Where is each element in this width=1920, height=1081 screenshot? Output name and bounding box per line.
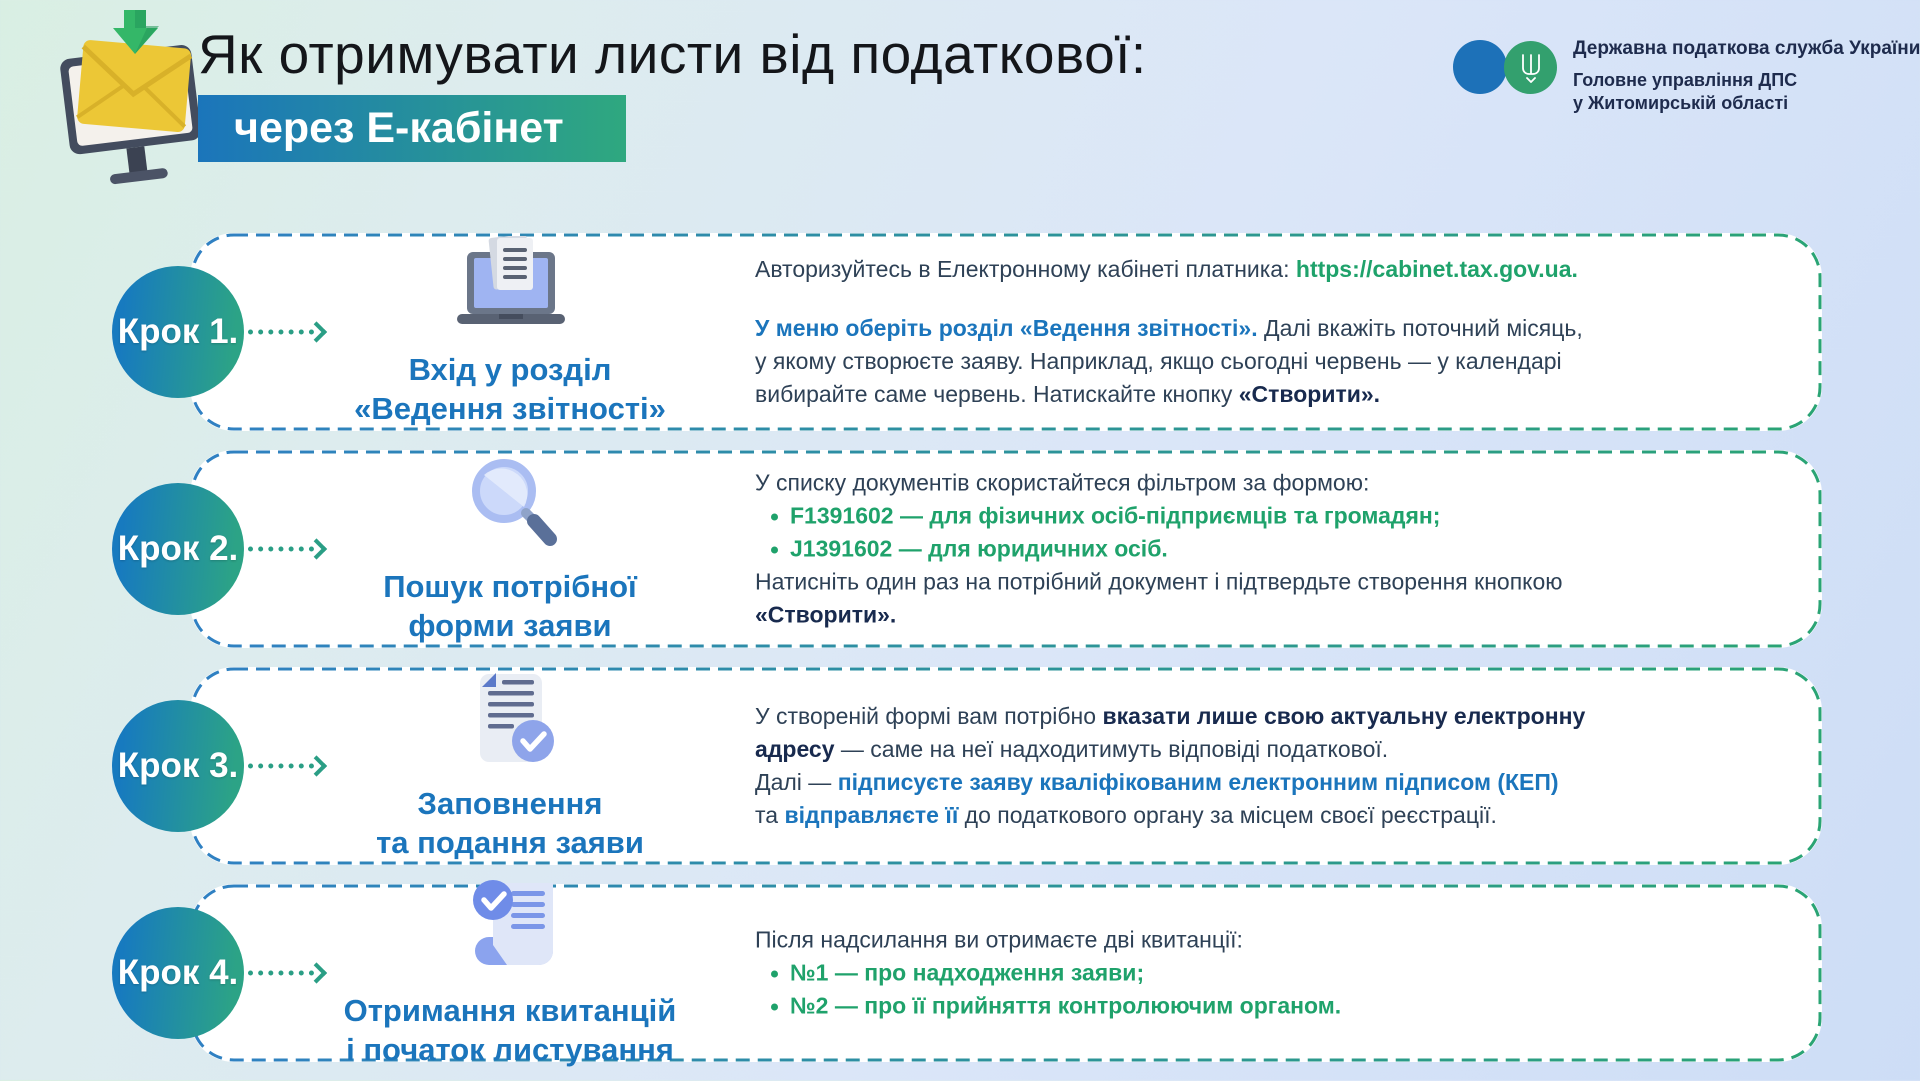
- bullet-line: №2 — про її прийняття контролюючим органом.: [755, 990, 1815, 1023]
- step-title: Отримання квитанцій і початок листування: [343, 993, 677, 1067]
- step-card-1: [117, 233, 1822, 431]
- step-card-2: [117, 450, 1822, 648]
- step-number-badge: Крок 1.: [112, 266, 244, 398]
- text-line: У меню оберіть розділ «Ведення звітності». Далі вкажіть поточний місяць,: [755, 315, 1583, 341]
- trident-icon: [1504, 41, 1557, 94]
- text-line: та відправляєте її до податкового органу за місцем своєї реєстрації.: [755, 802, 1497, 828]
- step-card-3: [117, 667, 1822, 865]
- step-description: [755, 700, 1815, 832]
- laptop-document-icon: [340, 236, 680, 336]
- dotted-arrow-icon: [248, 542, 324, 557]
- step-number-badge: Крок 2.: [112, 483, 244, 615]
- steps-list: [117, 233, 1822, 1081]
- text-line: «Створити».: [755, 601, 897, 628]
- step-title: Вхід у розділ «Ведення звітності»: [354, 352, 666, 426]
- step-description: [755, 924, 1815, 1023]
- text-line: адресу — саме на неї надходитимуть відповіді податкової.: [755, 736, 1389, 762]
- org-department: Головне управління ДПС: [1573, 70, 1798, 90]
- bullet-dot-icon: [771, 514, 778, 521]
- text-line: Далі — підписуєте заяву кваліфікованим електронним підписом (КЕП): [755, 769, 1559, 795]
- dotted-arrow-icon: [248, 966, 324, 981]
- tax-service-logo: [1453, 36, 1920, 116]
- step-description: [755, 253, 1815, 411]
- dotted-arrow-icon: [248, 325, 324, 340]
- dotted-arrow-icon: [248, 759, 324, 774]
- page-title: Як отримувати листи від податкової:: [198, 23, 1147, 85]
- text-line: У списку документів скористайтеся фільтром за формою:: [755, 469, 1370, 496]
- step-title: Пошук потрібної форми заяви: [383, 569, 637, 643]
- dashed-divider: [695, 691, 699, 841]
- text-line: Натисніть один раз на потрібний документ і підтвердьте створення кнопкою: [755, 568, 1563, 595]
- receipt-check-icon: [340, 877, 680, 977]
- dashed-divider: [695, 908, 699, 1038]
- step-description: [755, 467, 1815, 632]
- dashed-divider: [695, 257, 699, 407]
- bullet-dot-icon: [771, 547, 778, 554]
- step-number-badge: Крок 4.: [112, 907, 244, 1039]
- logo-blue-circle: [1453, 40, 1507, 94]
- bullet-line: F1391602 — для фізичних осіб-підприємців та громадян;: [755, 500, 1815, 533]
- step-number-badge: Крок 3.: [112, 700, 244, 832]
- text-line: у якому створюєте заяву. Наприклад, якщо сьогодні червень — у календарі: [755, 348, 1562, 374]
- bullet-line: J1391602 — для юридичних осіб.: [755, 533, 1815, 566]
- org-region: у Житомирській області: [1573, 93, 1789, 113]
- text-line: вибирайте саме червень. Натискайте кнопку «Створити».: [755, 381, 1381, 407]
- magnifier-icon: [340, 453, 680, 553]
- step-title: Заповнення та подання заяви: [376, 786, 644, 860]
- dashed-divider: [695, 474, 699, 624]
- document-check-icon: [340, 670, 680, 770]
- bullet-dot-icon: [771, 1004, 778, 1011]
- text-line: У створеній формі вам потрібно вказати лише свою актуальну електронну: [755, 703, 1586, 729]
- text-line: Після надсилання ви отримаєте дві квитанції:: [755, 926, 1243, 953]
- text-line: Авторизуйтесь в Електронному кабінеті платника: https://cabinet.tax.gov.ua.: [755, 256, 1578, 282]
- bullet-line: №1 — про надходження заяви;: [755, 957, 1815, 990]
- channel-badge: через Е-кабінет: [198, 95, 626, 162]
- org-text: [1573, 38, 1920, 115]
- text-line: [755, 286, 1815, 312]
- bullet-dot-icon: [771, 971, 778, 978]
- step-card-4: [117, 884, 1822, 1067]
- org-name: Державна податкова служба України: [1573, 38, 1920, 59]
